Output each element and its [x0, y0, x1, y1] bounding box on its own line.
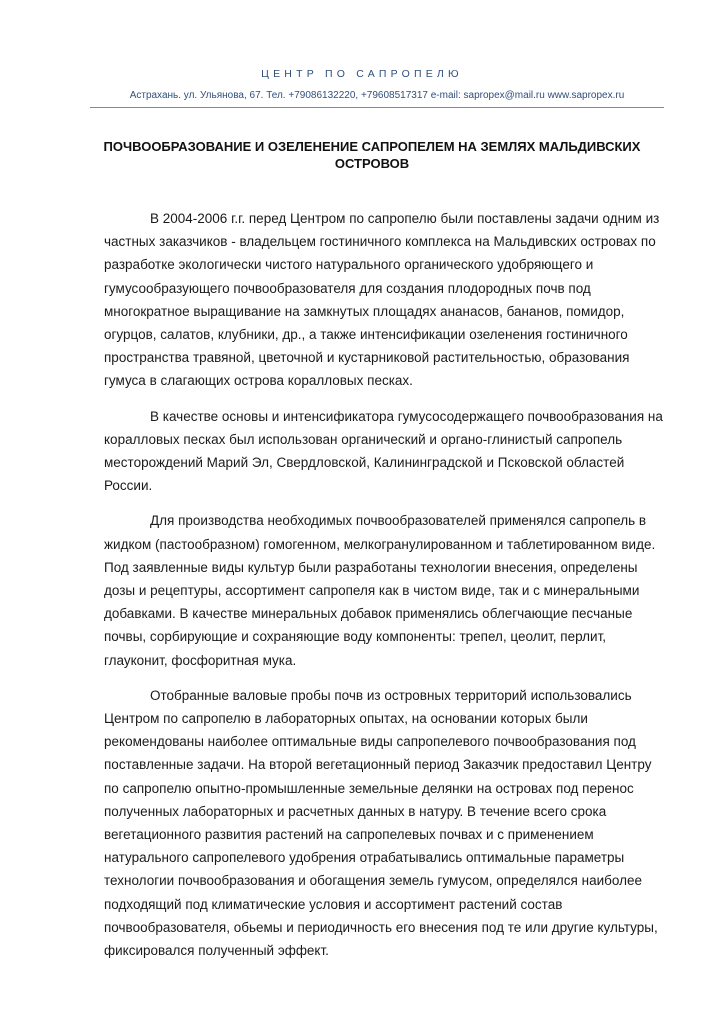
paragraph: Для производства необходимых почвообразователей применялся сапропель в жидком (пастообразном) гомогенном, мелкогранулированном и таблетированном виде. Под заявленные виды культур были разработаны технологии внесения, определены дозы и рецептуры, ассортимент сапропеля как в чистом виде, так и с минеральными добавками. В качестве минеральных добавок применялись облегчающие песчаные почвы, сорбирующие и сохраняющие воду компоненты: трепел, цеолит, перлит, глауконит, фосфоритная мука.	[104, 513, 656, 668]
document-body	[104, 207, 666, 974]
paragraph: Отобранные валовые пробы почв из островных территорий использовались Центром по сапропелю в лабораторных опытах, на основании которых были рекомендованы наиболее оптимальные виды сапропелевого почвообразования под поставленные задачи. На второй вегетационный период Заказчик предоставил Центру по сапропелю опытно-промышленные земельные делянки на островах под перенос полученных лабораторных и расчетных данных в натуру. В течение всего срока вегетационного развития растений на сапропелевых почвах и с применением натурального сапропелевого удобрения отрабатывались оптимальные параметры технологии почвообразования и обогащения земель гумусом, определялся наиболее подходящий под климатические условия и ассортимент растений состав почвообразователя, обьемы и периодичность его внесения под те или другие культуры, фиксировался полученный эффект.	[104, 687, 658, 959]
contact-line: Астрахань. ул. Ульянова, 67. Тел. +79086132220, +79608517317 e-mail: sapropex@mail.ru www.sapropex.ru	[129, 90, 625, 101]
paragraph: В 2004-2006 г.г. перед Центром по сапропелю были поставлены задачи одним из частных заказчиков - владельцем гостиничного комплекса на Мальдивских островах по разработке экологически чистого натурального органического удобряющего и гумусообразующего почвообразователя для создания плодородных почв под многократное выращивание на замкнутых площадях ананасов, бананов, помидор, огурцов, салатов, клубники, др., а также интенсификации озеленения гостиничного пространства травяной, цветочной и кустарниковой растительностью, образования гумуса в слагающих острова коралловых песках.	[104, 211, 660, 389]
organization-name: ЦЕНТР ПО САПРОПЕЛЮ	[261, 68, 463, 80]
header-divider	[90, 107, 664, 108]
document-title: ПОЧВООБРАЗОВАНИЕ И ОЗЕЛЕНЕНИЕ САПРОПЕЛЕМ НА ЗЕМЛЯХ МАЛЬДИВСКИХ ОСТРОВОВ	[103, 139, 641, 171]
paragraph: В качестве основы и интенсификатора гумусосодержащего почвообразования на коралловых песках был использован органический и органо-глинистый сапропель месторождений Марий Эл, Свердловской, Калининградской и Псковской областей России.	[104, 408, 663, 494]
